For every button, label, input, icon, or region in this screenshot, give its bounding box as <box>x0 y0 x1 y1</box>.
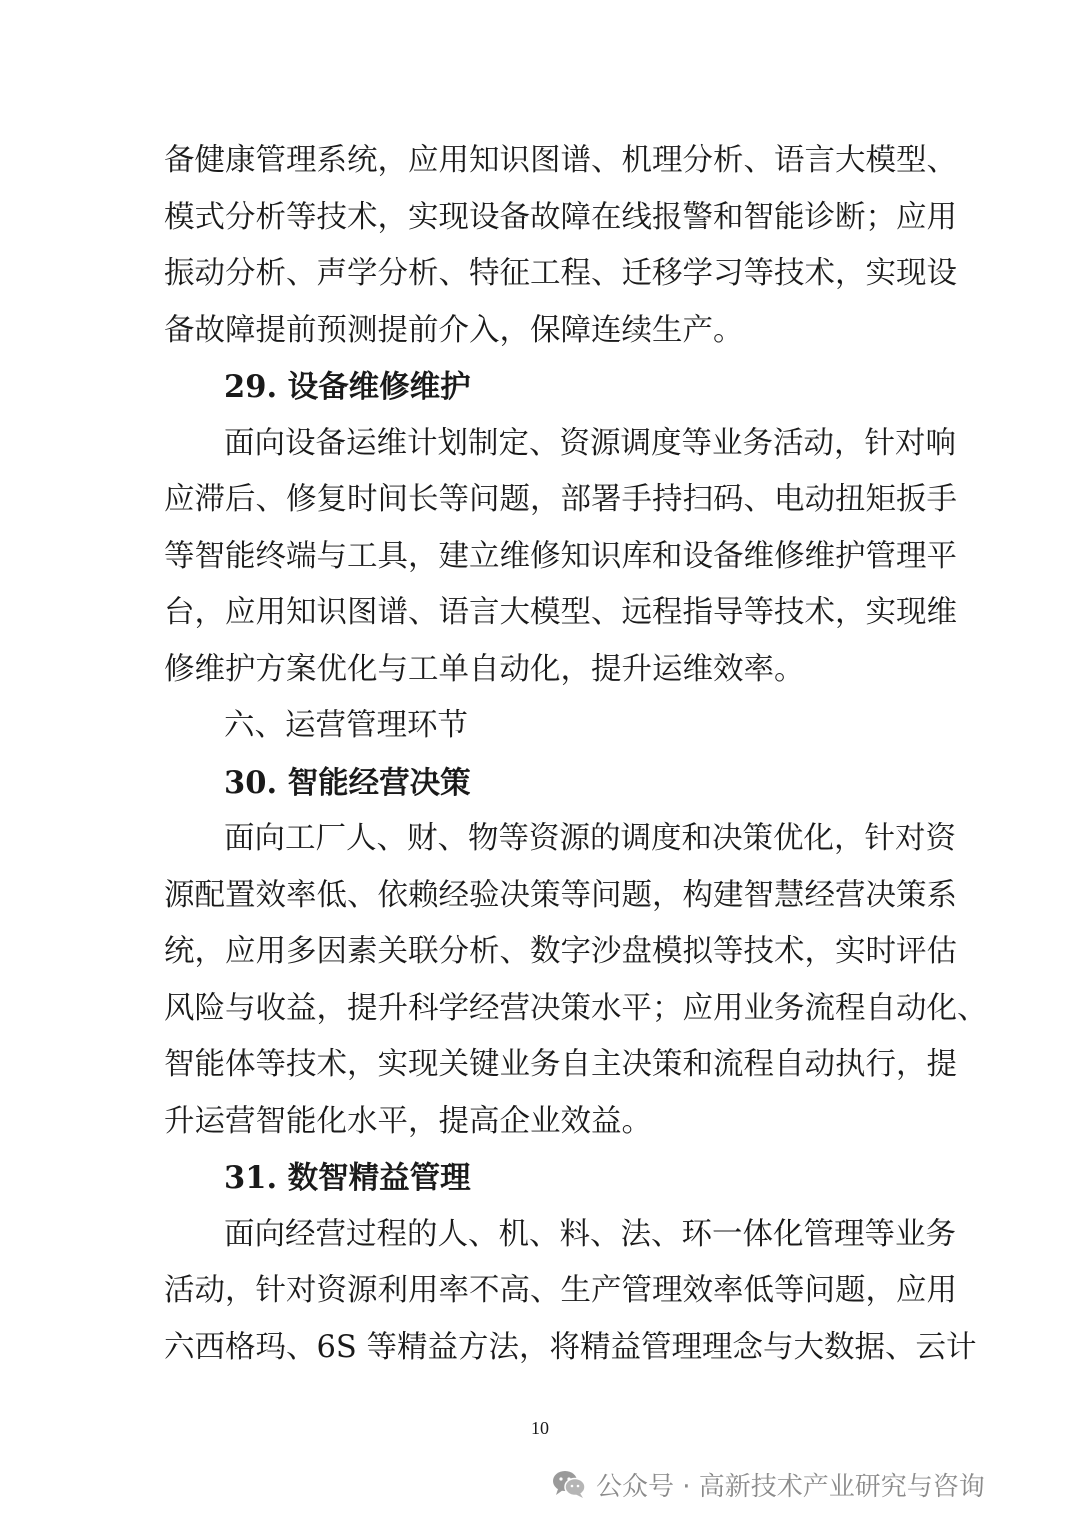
paragraph-line: 等智能终端与工具，建立维修知识库和设备维修维护管理平 <box>164 539 957 574</box>
watermark-text: 公众号 · 高新技术产业研究与咨询 <box>596 1471 985 1502</box>
paragraph-line: 智能体等技术，实现关键业务自主决策和流程自动执行，提 <box>164 1047 957 1082</box>
paragraph-line: 台，应用知识图谱、语言大模型、远程指导等技术，实现维 <box>164 595 957 630</box>
paragraph-line: 活动，针对资源利用率不高、生产管理效率低等问题，应用 <box>164 1273 957 1308</box>
paragraph-line: 面向设备运维计划制定、资源调度等业务活动，针对响 <box>224 426 956 461</box>
heading-31: 31. 数智精益管理 <box>224 1160 471 1196</box>
paragraph-line: 模式分析等技术，实现设备故障在线报警和智能诊断；应用 <box>164 200 957 235</box>
paragraph-line: 面向工厂人、财、物等资源的调度和决策优化，针对资 <box>224 821 956 856</box>
paragraph-line: 振动分析、声学分析、特征工程、迁移学习等技术，实现设 <box>164 256 957 291</box>
paragraph-line: 风险与收益，提升科学经营决策水平；应用业务流程自动化、 <box>164 991 988 1026</box>
paragraph-line: 备故障提前预测提前介入，保障连续生产。 <box>164 313 744 348</box>
heading-30: 30. 智能经营决策 <box>224 765 471 801</box>
paragraph-line: 修维护方案优化与工单自动化，提升运维效率。 <box>164 652 805 687</box>
paragraph-line: 应滞后、修复时间长等问题，部署手持扫码、电动扭矩扳手 <box>164 482 957 517</box>
heading-29: 29. 设备维修维护 <box>224 369 471 405</box>
wechat-icon <box>552 1469 586 1499</box>
paragraph-line: 源配置效率低、依赖经验决策等问题，构建智慧经营决策系 <box>164 878 957 913</box>
paragraph-line: 统，应用多因素关联分析、数字沙盘模拟等技术，实时评估 <box>164 934 957 969</box>
section-heading-6: 六、运营管理环节 <box>224 708 468 743</box>
paragraph-line: 备健康管理系统，应用知识图谱、机理分析、语言大模型、 <box>164 143 957 178</box>
wechat-watermark <box>552 1464 985 1504</box>
paragraph-line: 升运营智能化水平，提高企业效益。 <box>164 1104 652 1139</box>
paragraph-line: 六西格玛、6S 等精益方法，将精益管理理念与大数据、云计 <box>164 1330 977 1365</box>
page-number: 10 <box>531 1418 549 1438</box>
paragraph-line: 面向经营过程的人、机、料、法、环一体化管理等业务 <box>224 1217 956 1252</box>
